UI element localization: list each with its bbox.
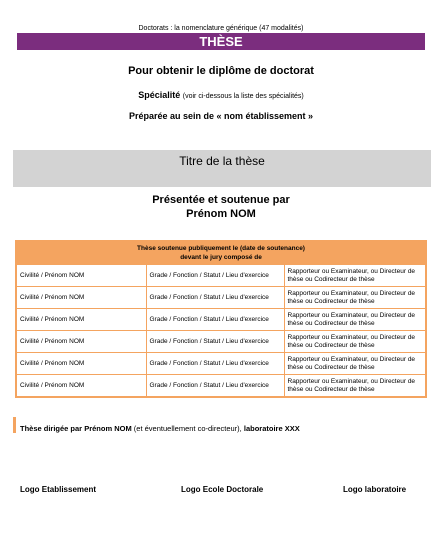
table-row [16, 331, 426, 353]
jury-member-role: Rapporteur ou Examinateur, ou Directeur de thèse ou Codirecteur de thèse [284, 287, 426, 309]
table-row [16, 353, 426, 375]
jury-table [15, 240, 427, 398]
jury-member-grade: Grade / Fonction / Statut / Lieu d'exercice [146, 287, 284, 309]
jury-member-grade: Grade / Fonction / Statut / Lieu d'exercice [146, 265, 284, 287]
author-name: Prénom NOM [186, 208, 256, 220]
jury-member-grade: Grade / Fonction / Statut / Lieu d'exercice [146, 353, 284, 375]
specialite-line [0, 90, 442, 100]
specialite-label: Spécialité [138, 90, 181, 100]
thesis-title-box [13, 150, 431, 187]
thesis-title: Titre de la thèse [179, 154, 265, 168]
defense-date-line: Thèse soutenue publiquement le (date de soutenance) [137, 245, 305, 252]
specialite-hint: (voir ci-dessous la liste des spécialités) [182, 93, 304, 100]
diploma-line: Pour obtenir le diplôme de doctorat [128, 65, 314, 77]
laboratory-name: laboratoire XXX [243, 424, 300, 433]
jury-member-role: Rapporteur ou Examinateur, ou Directeur de thèse ou Codirecteur de thèse [284, 265, 426, 287]
presented-by-line: Présentée et soutenue par [152, 194, 290, 206]
jury-member-grade: Grade / Fonction / Statut / Lieu d'exercice [146, 375, 284, 398]
direction-accent-bar [13, 417, 16, 433]
table-row [16, 287, 426, 309]
jury-member-name: Civilité / Prénom NOM [16, 287, 146, 309]
co-director-note: (et éventuellement co-directeur), [133, 424, 242, 433]
jury-member-role: Rapporteur ou Examinateur, ou Directeur de thèse ou Codirecteur de thèse [284, 309, 426, 331]
jury-member-name: Civilité / Prénom NOM [16, 309, 146, 331]
jury-member-grade: Grade / Fonction / Statut / Lieu d'exercice [146, 331, 284, 353]
nomenclature-note: Doctorats : la nomenclature générique (47 modalités) [138, 25, 304, 32]
jury-member-name: Civilité / Prénom NOM [16, 353, 146, 375]
jury-member-name: Civilité / Prénom NOM [16, 265, 146, 287]
these-banner: THÈSE [17, 33, 425, 50]
logo-laboratoire: Logo laboratoire [343, 485, 407, 494]
jury-member-role: Rapporteur ou Examinateur, ou Directeur de thèse ou Codirecteur de thèse [284, 331, 426, 353]
table-row [16, 309, 426, 331]
logo-etablissement: Logo Etablissement [20, 485, 97, 494]
jury-member-name: Civilité / Prénom NOM [16, 375, 146, 398]
jury-member-grade: Grade / Fonction / Statut / Lieu d'exercice [146, 309, 284, 331]
director-name: Thèse dirigée par Prénom NOM [20, 424, 132, 433]
jury-composed-line: devant le jury composé de [180, 254, 262, 261]
jury-header-cell [16, 241, 426, 265]
prepared-line: Préparée au sein de « nom établissement » [128, 111, 314, 121]
table-row [16, 375, 426, 398]
jury-member-role: Rapporteur ou Examinateur, ou Directeur de thèse ou Codirecteur de thèse [284, 375, 426, 398]
jury-member-name: Civilité / Prénom NOM [16, 331, 146, 353]
table-row [16, 265, 426, 287]
thesis-direction-line [20, 424, 300, 433]
jury-table-header [16, 241, 426, 265]
jury-member-role: Rapporteur ou Examinateur, ou Directeur de thèse ou Codirecteur de thèse [284, 353, 426, 375]
logo-ecole-doctorale: Logo Ecole Doctorale [181, 485, 264, 494]
